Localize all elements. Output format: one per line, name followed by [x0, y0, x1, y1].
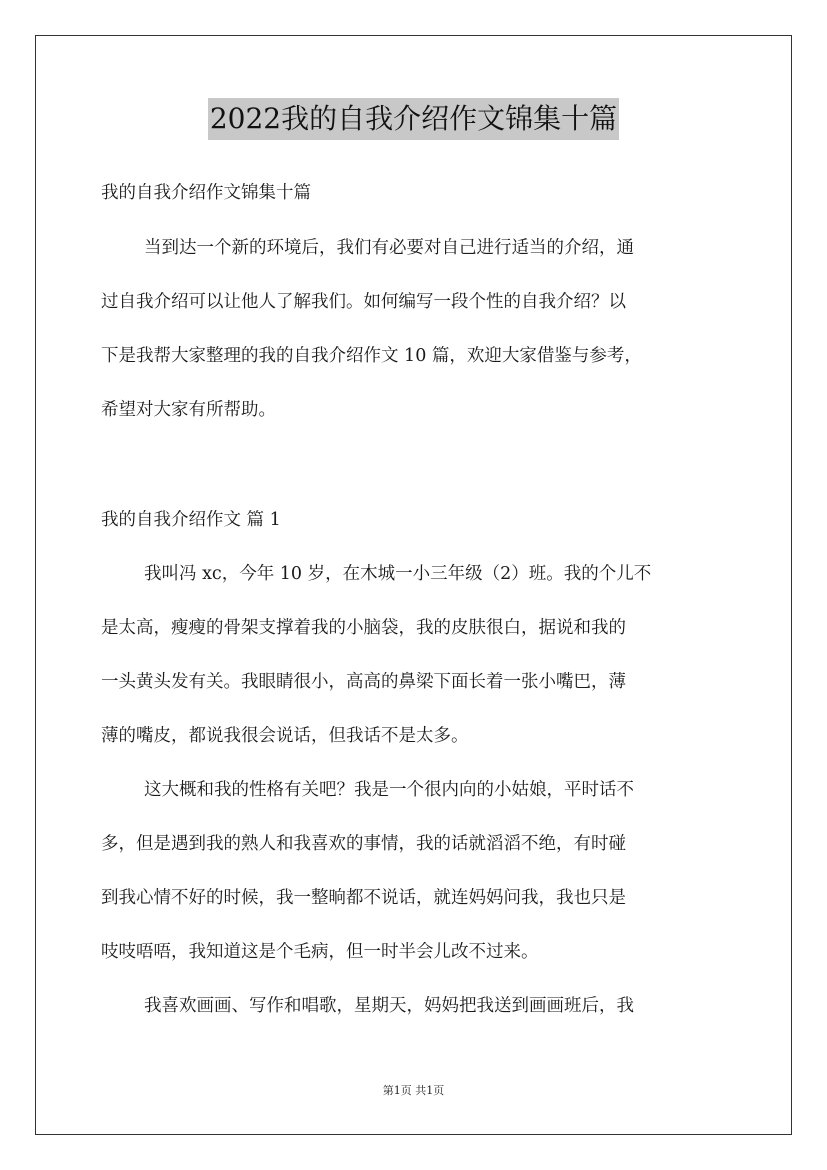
title-area: [0, 98, 827, 140]
paragraph-line: 多，但是遇到我的熟人和我喜欢的事情，我的话就滔滔不绝，有时碰: [101, 834, 626, 854]
intro-line: 当到达一个新的环境后，我们有必要对自己进行适当的介绍，通: [144, 238, 634, 258]
document-title: 2022我的自我介绍作文锦集十篇: [208, 98, 619, 140]
paragraph-line: 我叫冯 xc，今年 10 岁，在木城一小三年级（2）班。我的个儿不: [144, 564, 652, 584]
intro-line: 过自我介绍可以让他人了解我们。如何编写一段个性的自我介绍？以: [101, 292, 626, 312]
section-heading: 我的自我介绍作文 篇 1: [101, 510, 281, 530]
document-subtitle: 我的自我介绍作文锦集十篇: [101, 183, 311, 203]
paragraph-line: 到我心情不好的时候，我一整晌都不说话，就连妈妈问我，我也只是: [101, 888, 626, 908]
paragraph-line: 我喜欢画画、写作和唱歌，星期天，妈妈把我送到画画班后，我: [144, 996, 634, 1016]
intro-line: 下是我帮大家整理的我的自我介绍作文 10 篇，欢迎大家借鉴与参考，: [101, 346, 642, 366]
paragraph-line: 这大概和我的性格有关吧？我是一个很内向的小姑娘，平时话不: [144, 780, 634, 800]
page-number-footer: 第1页 共1页: [382, 1084, 445, 1097]
paragraph-line: 一头黄头发有关。我眼睛很小，高高的鼻梁下面长着一张小嘴巴，薄: [101, 672, 626, 692]
paragraph-line: 是太高，瘦瘦的骨架支撑着我的小脑袋，我的皮肤很白，据说和我的: [101, 618, 626, 638]
paragraph-line: 吱吱唔唔，我知道这是个毛病，但一时半会儿改不过来。: [101, 942, 539, 962]
intro-line: 希望对大家有所帮助。: [101, 400, 276, 420]
paragraph-line: 薄的嘴皮，都说我很会说话，但我话不是太多。: [101, 726, 469, 746]
